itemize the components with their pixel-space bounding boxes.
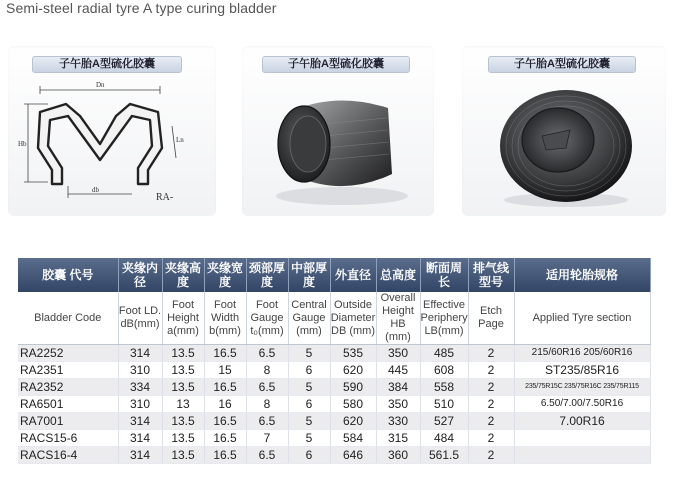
table-cell: 310 <box>118 362 162 379</box>
table-row <box>18 362 650 379</box>
table-cell: 2 <box>468 379 514 396</box>
table-cell: 5 <box>288 345 330 362</box>
table-cell: RA6501 <box>18 396 118 413</box>
header-cell: 总高度 <box>376 258 420 292</box>
header-cell: Foot Width b(mm) <box>204 292 246 345</box>
table-cell: 7.00R16 <box>514 413 650 430</box>
bladder-front-photo-panel <box>462 46 666 216</box>
table-cell: 13.5 <box>162 362 204 379</box>
table-cell: 314 <box>118 447 162 464</box>
header-cell: 外直径 <box>330 258 376 292</box>
table-cell: 314 <box>118 430 162 447</box>
header-cell: 胶囊 代号 <box>18 258 118 292</box>
header-cell: Foot Gauge t₀(mm) <box>246 292 288 345</box>
table-cell: 6.5 <box>246 379 288 396</box>
dn-label: Dn <box>96 81 105 89</box>
table-cell: 580 <box>330 396 376 413</box>
header-cell: 排气线型号 <box>468 258 514 292</box>
table-cell: 558 <box>420 379 468 396</box>
table-cell: 2 <box>468 396 514 413</box>
table-cell: 485 <box>420 345 468 362</box>
table-cell: 608 <box>420 362 468 379</box>
table-cell: 350 <box>376 396 420 413</box>
table-row <box>18 413 650 430</box>
table-cell: 2 <box>468 413 514 430</box>
table-cell: 384 <box>376 379 420 396</box>
page-title: Semi-steel radial tyre A type curing bladder <box>6 0 277 16</box>
table-cell: RA2252 <box>18 345 118 362</box>
table-row <box>18 345 650 362</box>
spec-table-container <box>18 258 650 464</box>
table-cell: 360 <box>376 447 420 464</box>
table-cell: 350 <box>376 345 420 362</box>
header-cell: 夹缘内径 <box>118 258 162 292</box>
table-cell: 314 <box>118 413 162 430</box>
table-cell: 16.5 <box>204 447 246 464</box>
table-cell: 215/60R16 205/60R16 <box>514 345 650 362</box>
table-cell: 7 <box>246 430 288 447</box>
table-cell: 16.5 <box>204 430 246 447</box>
table-cell: 6 <box>288 396 330 413</box>
db-label: db <box>92 186 99 194</box>
table-row <box>18 379 650 396</box>
panel-label: 子午胎A型硫化胶囊 <box>32 56 182 73</box>
table-cell: 561.5 <box>420 447 468 464</box>
table-cell: 2 <box>468 362 514 379</box>
table-cell: 2 <box>468 430 514 447</box>
header-cell: 中部厚度 <box>288 258 330 292</box>
table-cell: 535 <box>330 345 376 362</box>
table-cell <box>514 430 650 447</box>
header-cell: Overall Height HB (mm) <box>376 292 420 345</box>
table-cell: 16.5 <box>204 413 246 430</box>
spec-table <box>18 258 651 464</box>
table-row <box>18 396 650 413</box>
table-cell: 6.5 <box>246 447 288 464</box>
table-cell: 13.5 <box>162 430 204 447</box>
table-cell: 6 <box>288 447 330 464</box>
table-row <box>18 447 650 464</box>
header-row-chinese <box>18 258 650 292</box>
table-cell: 5 <box>288 379 330 396</box>
header-cell: 夹缘高度 <box>162 258 204 292</box>
table-cell: 584 <box>330 430 376 447</box>
header-cell: 夹缘宽度 <box>204 258 246 292</box>
table-cell: 16 <box>204 396 246 413</box>
panel-label: 子午胎A型硫化胶囊 <box>488 56 636 73</box>
table-cell: 13.5 <box>162 413 204 430</box>
header-cell: 颈部厚度 <box>246 258 288 292</box>
table-cell: 8 <box>246 362 288 379</box>
table-cell: 620 <box>330 362 376 379</box>
table-cell: RA7001 <box>18 413 118 430</box>
table-cell: ST235/85R16 <box>514 362 650 379</box>
table-cell: 5 <box>288 430 330 447</box>
header-cell: Applied Tyre section <box>514 292 650 345</box>
model-label: RA- <box>156 192 174 203</box>
panel-label: 子午胎A型硫化胶囊 <box>262 56 410 73</box>
table-cell: 13.5 <box>162 345 204 362</box>
header-row-english <box>18 292 650 345</box>
table-cell: 2 <box>468 345 514 362</box>
table-cell: 315 <box>376 430 420 447</box>
header-cell: Foot LD. dB(mm) <box>118 292 162 345</box>
table-cell: 6.5 <box>246 345 288 362</box>
bladder-side-photo-panel <box>242 46 434 216</box>
table-cell: 527 <box>420 413 468 430</box>
table-cell: 8 <box>246 396 288 413</box>
header-cell: Outside Diameter DB (mm) <box>330 292 376 345</box>
table-cell: 13 <box>162 396 204 413</box>
table-cell: 6.5 <box>246 413 288 430</box>
header-cell: 适用轮胎规格 <box>514 258 650 292</box>
table-cell: 6 <box>288 362 330 379</box>
table-cell: 330 <box>376 413 420 430</box>
header-cell: Effective Periphery LB(mm) <box>420 292 468 345</box>
table-cell: 2 <box>468 447 514 464</box>
table-cell: 6.50/7.00/7.50R16 <box>514 396 650 413</box>
table-row <box>18 430 650 447</box>
table-cell: 13.5 <box>162 447 204 464</box>
table-cell: 484 <box>420 430 468 447</box>
table-cell: 334 <box>118 379 162 396</box>
table-cell: RA2351 <box>18 362 118 379</box>
header-cell: 断面周长 <box>420 258 468 292</box>
table-cell: 16.5 <box>204 379 246 396</box>
bladder-side-view-image <box>242 46 434 216</box>
table-cell: 510 <box>420 396 468 413</box>
table-cell <box>514 447 650 464</box>
table-cell: RACS16-4 <box>18 447 118 464</box>
bladder-cross-section-diagram <box>8 46 216 216</box>
diagram-panel <box>8 46 216 216</box>
table-cell: 235/75R15C 235/75R16C 235/75R115 <box>514 379 650 396</box>
table-cell: 5 <box>288 413 330 430</box>
hb-label: Hb <box>18 140 27 148</box>
table-cell: RA2352 <box>18 379 118 396</box>
table-cell: 620 <box>330 413 376 430</box>
table-cell: 13.5 <box>162 379 204 396</box>
table-cell: 314 <box>118 345 162 362</box>
header-cell: Foot Height a(mm) <box>162 292 204 345</box>
table-cell: 16.5 <box>204 345 246 362</box>
table-cell: 590 <box>330 379 376 396</box>
bladder-front-view-image <box>462 46 666 216</box>
table-cell: 646 <box>330 447 376 464</box>
table-cell: RACS15-6 <box>18 430 118 447</box>
header-cell: Bladder Code <box>18 292 118 345</box>
table-cell: 310 <box>118 396 162 413</box>
header-cell: Etch Page <box>468 292 514 345</box>
ln-label: Ln <box>176 136 184 144</box>
bladder-profile-shape <box>38 104 162 184</box>
table-cell: 445 <box>376 362 420 379</box>
table-cell: 15 <box>204 362 246 379</box>
header-cell: Central Gauge (mm) <box>288 292 330 345</box>
